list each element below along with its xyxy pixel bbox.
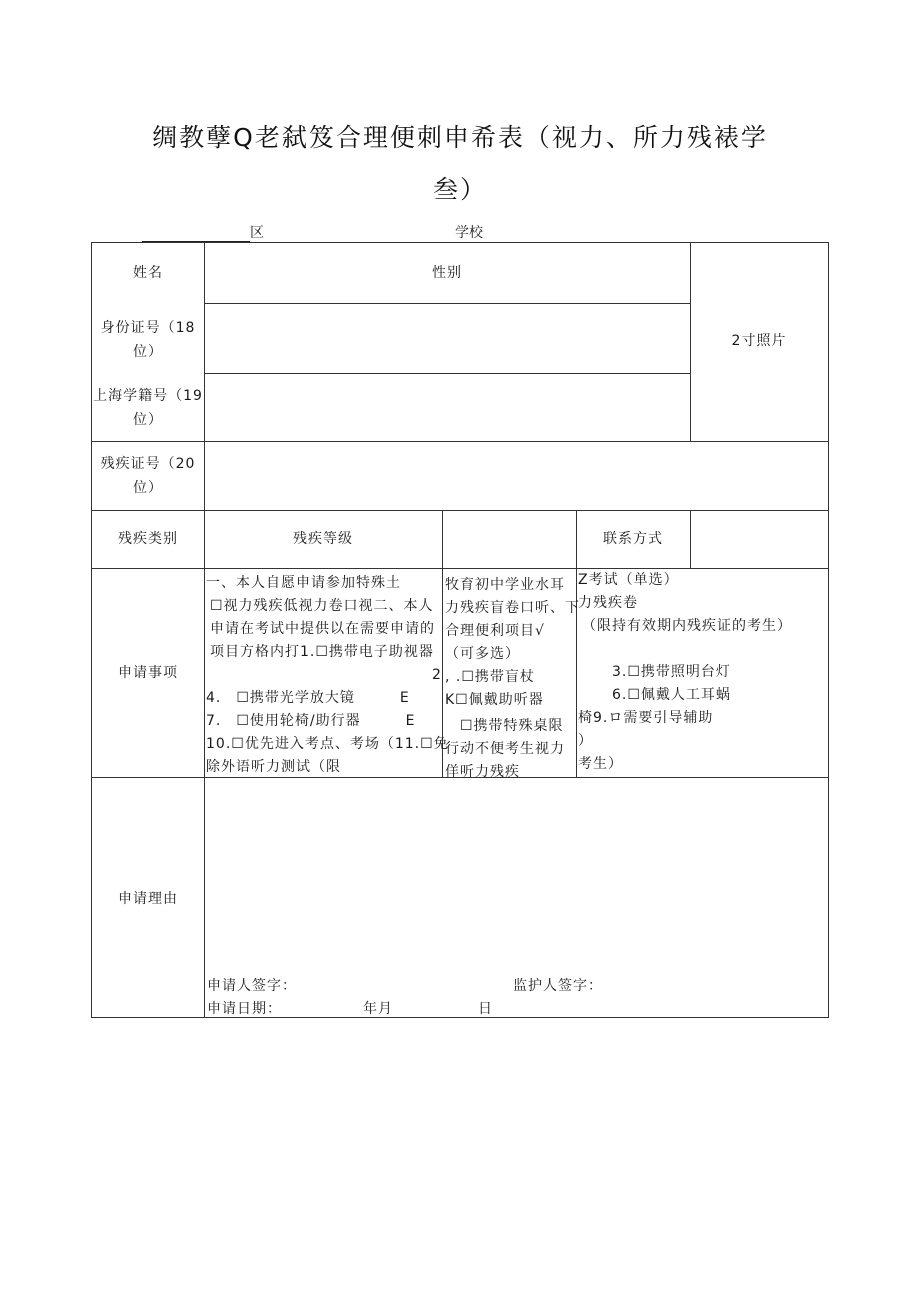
district-label: 区 [250, 225, 264, 241]
item-text[interactable]: 6.☐佩戴人工耳蜗 [612, 687, 731, 703]
item-text[interactable]: Z考试（单选） [578, 572, 679, 588]
item-text: 力残疾盲卷口听、下 [445, 600, 580, 616]
day-label: 日 [478, 1001, 493, 1017]
year-month-label: 年月 [363, 1001, 393, 1017]
item-text: 力残疾卷 [578, 595, 638, 611]
item-text[interactable]: 项目方格内打1.☐携带电子助视器 [210, 644, 434, 660]
disability-level-label: 残疾等级 [293, 531, 353, 547]
disability-no-label [92, 452, 204, 500]
name-label: 姓名 [133, 265, 163, 281]
item-text: （限持有效期内残疾证的考生） [582, 618, 792, 634]
apply-items-label: 申请事项 [118, 665, 178, 681]
applicant-signature[interactable]: 申请人签字： [207, 978, 297, 994]
id-label-line2: 位） [133, 344, 163, 360]
form-title-line1: 绸教孽Q老弑笈合理便刺申希表（视力、所力残裱学 [152, 123, 768, 152]
item-text[interactable]: 椅9.ロ需要引导辅助 [578, 710, 714, 726]
photo-placeholder[interactable]: 2寸照片 [731, 333, 787, 349]
disability-no-label-line1: 残疾证号（20 [100, 456, 196, 472]
student-no-label [92, 384, 204, 432]
item-text[interactable]: K☐佩戴助听器 [445, 692, 544, 708]
district-underline [142, 227, 250, 242]
student-no-label-line2: 位） [133, 412, 163, 428]
form-title-line2: 叁） [432, 175, 487, 204]
item-text: 一、本人自愿申请参加特殊土 [206, 575, 401, 591]
item-text[interactable]: ☐视力残疾低视力卷口视二、本人 [210, 598, 434, 614]
item-text[interactable]: ☐携带特殊桌限 [445, 718, 564, 734]
item-text: （可多选） [445, 646, 520, 662]
apply-date-label: 申请日期： [207, 1001, 282, 1017]
gender-label: 性别 [432, 265, 462, 281]
id-label-line1: 身份证号（18 [100, 320, 196, 336]
item-text: 考生） [578, 756, 623, 772]
item-text[interactable]: 7. ☐使用轮椅/助行器 E [206, 713, 416, 729]
guardian-signature[interactable]: 监护人签字： [513, 978, 603, 994]
district-field[interactable] [142, 222, 264, 242]
item-text: 申请在考试中提供以在需要申请的 [210, 621, 435, 637]
disability-no-label-line2: 位） [133, 480, 163, 496]
item-text: 2 [432, 667, 442, 683]
item-text: 佯听力残疾 [445, 764, 520, 780]
item-text: ） [578, 733, 593, 749]
contact-input[interactable] [690, 510, 828, 568]
student-no-label-line1: 上海学籍号（19 [93, 388, 203, 404]
id-number-input[interactable] [204, 303, 690, 373]
item-text: 除外语听力测试（限 [206, 759, 341, 775]
item-text[interactable]: 3.☐携带照明台灯 [612, 664, 731, 680]
item-text: 牧育初中学业水耳 [445, 577, 565, 593]
row-divider [92, 568, 828, 569]
item-text[interactable]: 4. ☐携带光学放大镜 E [206, 690, 410, 706]
contact-label: 联系方式 [603, 531, 663, 547]
school-label: 学校 [455, 225, 483, 241]
apply-reason-input[interactable] [204, 777, 828, 967]
item-text: 合理便利项目√ [445, 623, 545, 639]
item-text[interactable]: , .☐携带盲杖 [445, 669, 535, 685]
item-text: 行动不便考生视力 [445, 741, 565, 757]
id-label [92, 316, 204, 364]
disability-type-label: 残疾类别 [118, 531, 178, 547]
application-form-table [91, 242, 829, 1018]
disability-level-input[interactable] [442, 510, 576, 568]
apply-reason-label: 申请理由 [118, 891, 178, 907]
disability-no-input[interactable] [204, 441, 828, 510]
student-no-input[interactable] [204, 373, 690, 441]
item-text[interactable]: 10.☐优先进入考点、考场（11.☐免 [206, 736, 449, 752]
